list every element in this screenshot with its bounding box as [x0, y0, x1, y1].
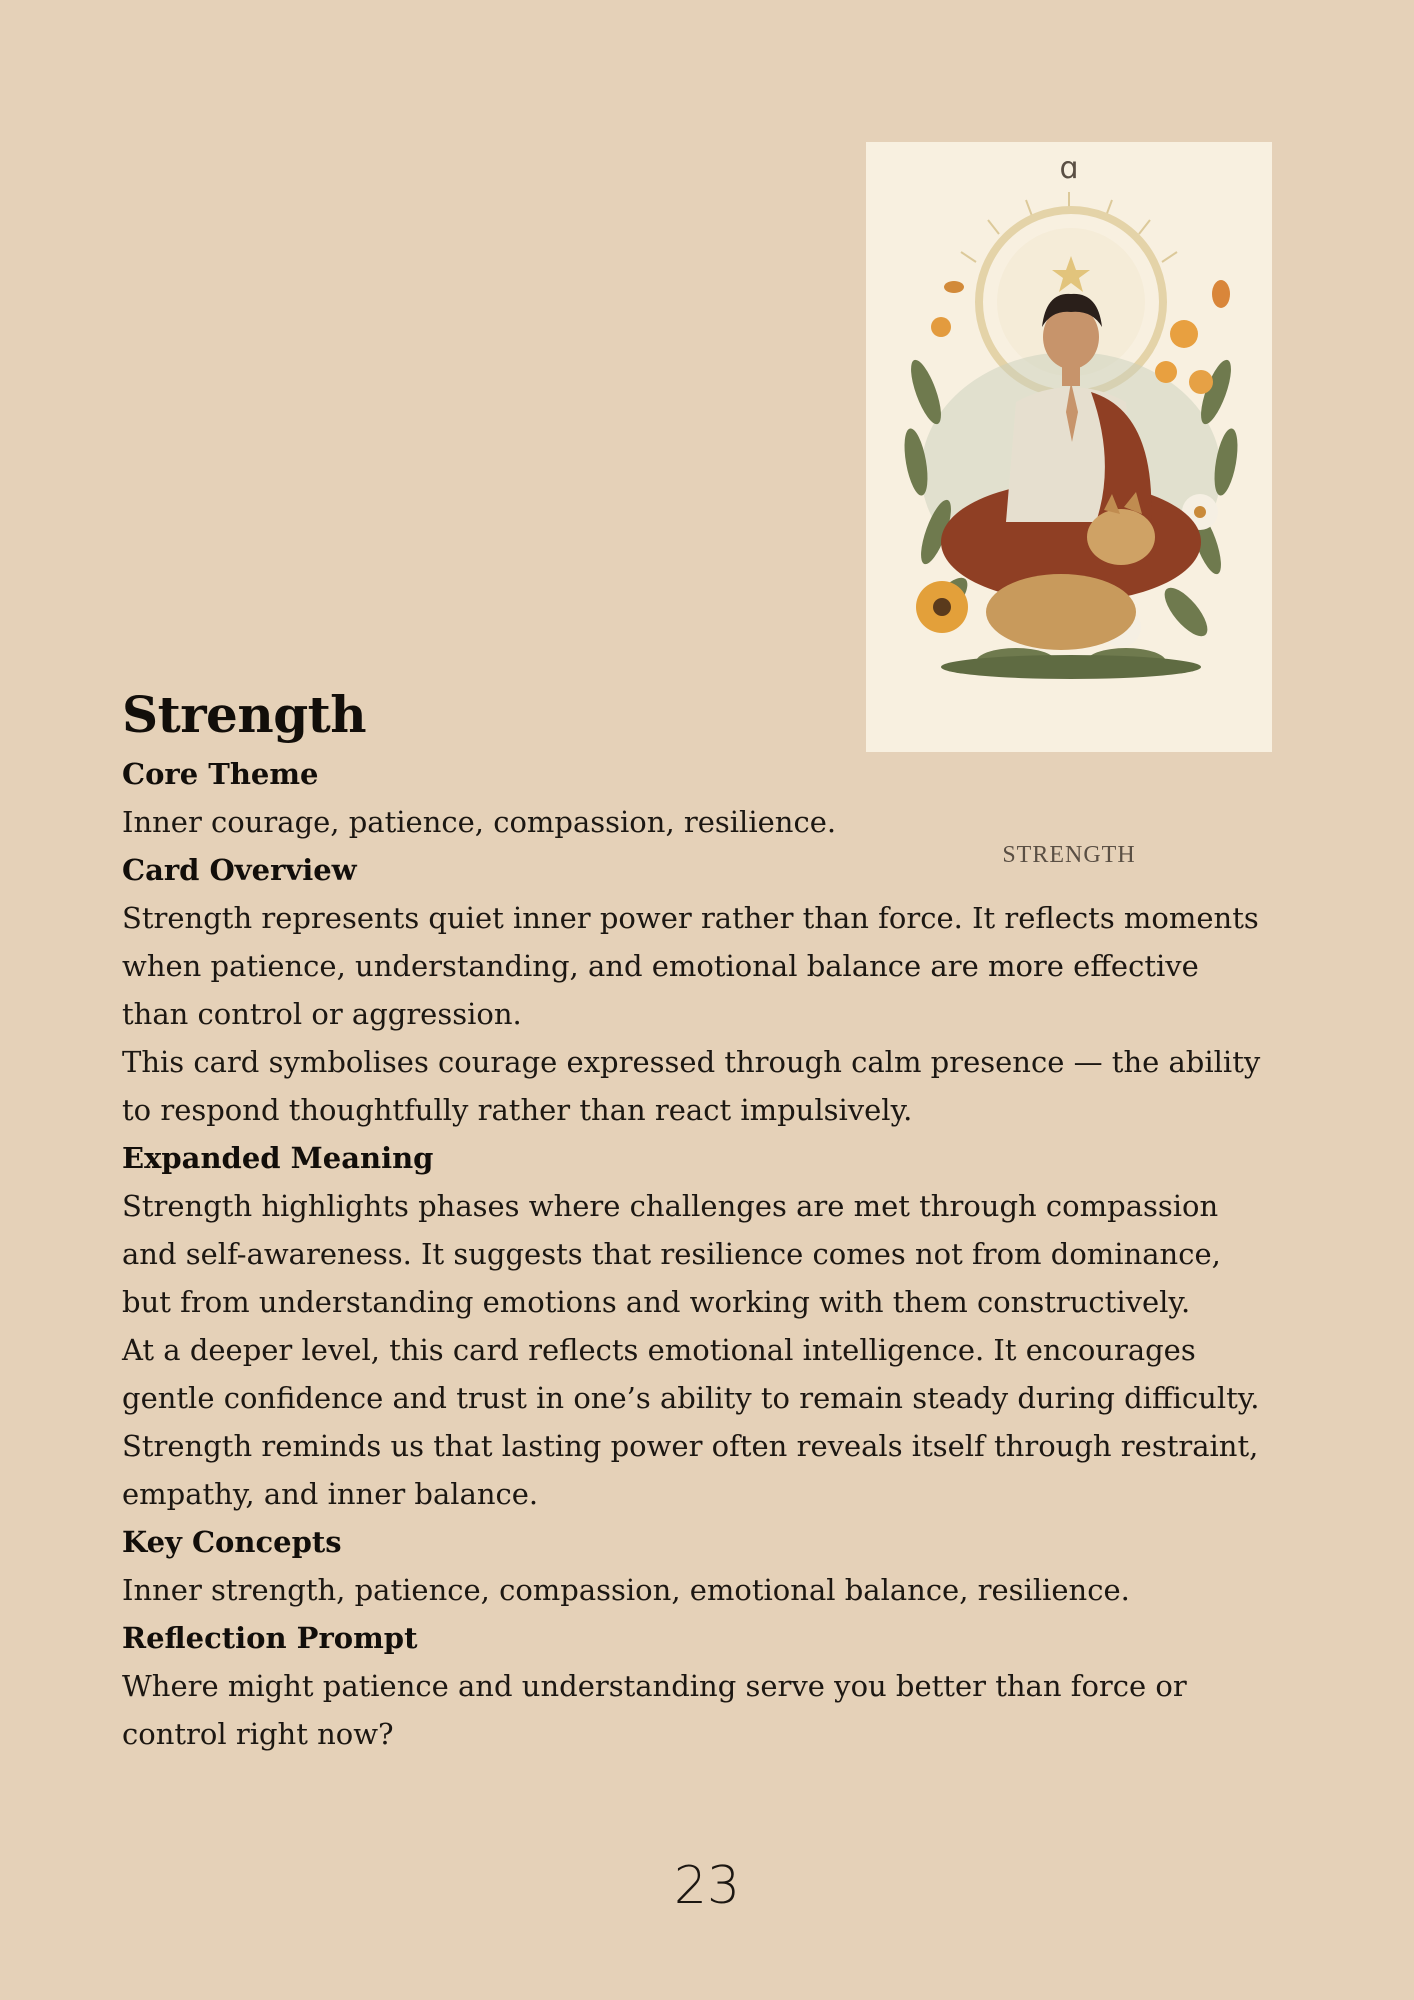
- section-paragraph: Where might patience and understanding serve you better than force or control right now?: [122, 1669, 1187, 1751]
- section-heading: Key Concepts: [122, 1525, 342, 1559]
- section-paragraph: Strength represents quiet inner power rather than force. It reflects moments when patience, understanding, and emotional balance are more effective than control or aggression.: [122, 901, 1259, 1031]
- meditating-figure-with-lion-illustration: [866, 142, 1272, 752]
- page-title: Strength: [122, 685, 367, 744]
- section-heading: Expanded Meaning: [122, 1141, 434, 1175]
- section-paragraph: At a deeper level, this card reflects emotional intelligence. It encourages gentle confidence and trust in one’s ability to remain steady during difficulty. Strength reminds us that lasting power often reveals itself through restraint, empathy, and inner balance.: [122, 1333, 1260, 1511]
- section-reflection-prompt: [122, 1614, 1272, 1758]
- zodiac-symbol-icon: ɑ: [1059, 151, 1079, 186]
- section-heading: Reflection Prompt: [122, 1621, 418, 1655]
- section-expanded-meaning: [122, 1134, 1272, 1518]
- section-core-theme: [122, 750, 1272, 846]
- section-paragraph: Strength highlights phases where challenges are met through compassion and self-awareness. It suggests that resilience comes not from dominance, but from understanding emotions and working with them constructively.: [122, 1189, 1221, 1319]
- card-caption: STRENGTH: [1002, 842, 1136, 868]
- section-key-concepts: [122, 1518, 1272, 1614]
- tarot-card-image: [866, 142, 1272, 868]
- section-paragraph: This card symbolises courage expressed through calm presence — the ability to respond thoughtfully rather than react impulsively.: [122, 1045, 1261, 1127]
- section-paragraph: Inner strength, patience, compassion, emotional balance, resilience.: [122, 1573, 1130, 1607]
- section-heading: Core Theme: [122, 757, 319, 791]
- section-paragraph: Inner courage, patience, compassion, resilience.: [122, 805, 837, 839]
- section-heading: Card Overview: [122, 853, 357, 887]
- section-card-overview: [122, 846, 1272, 1134]
- card-description: [122, 680, 1272, 1758]
- page-number: 23: [673, 1856, 741, 1916]
